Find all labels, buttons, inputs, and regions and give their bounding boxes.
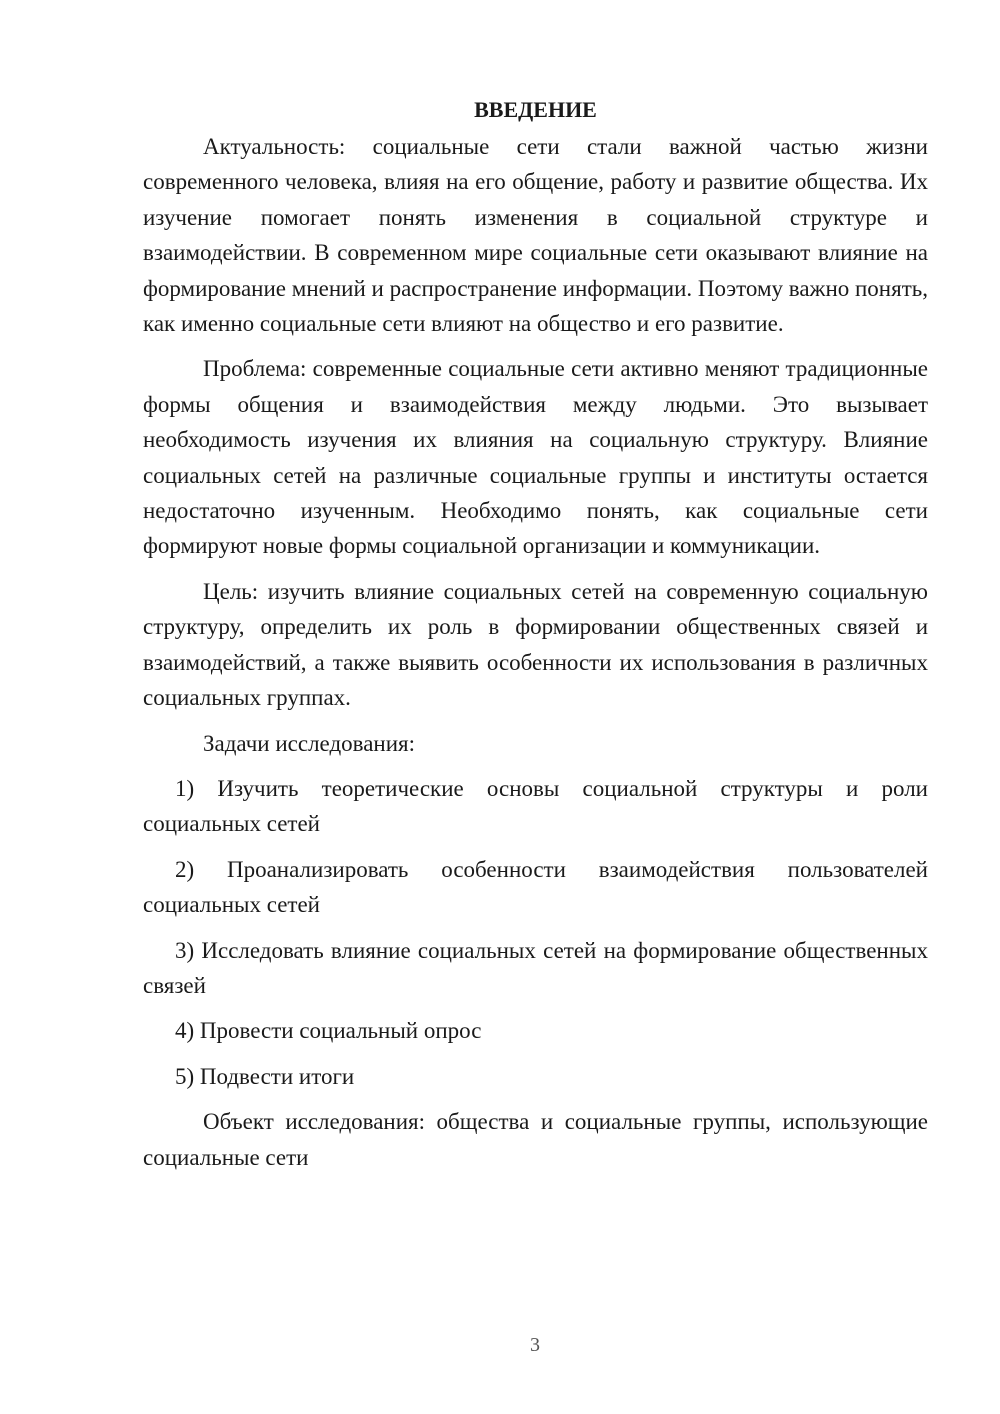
paragraph-goal: Цель: изучить влияние социальных сетей на современную социальную структуру, определить их роль в формировании общественных связей и взаимодействий, а также выявить особенности их использования в различных социальных группах. [143, 578, 928, 711]
paragraph-relevance: Актуальность: социальные сети стали важной частью жизни современного человека, влияя на его общение, работу и развитие общества. Их изучение помогает понять изменения в социальной структуре и взаимодействии. В современном мире социальные сети оказывают влияние на формирование мнений и распространение информации. Поэтому важно понять, как именно социальные сети влияют на общество и его развитие. [143, 134, 928, 337]
tasks-title: Задачи исследования: [203, 730, 416, 756]
task-item: 1) Изучить теоретические основы социальной структуры и роли социальных сетей [143, 775, 928, 837]
task-item: 4) Провести социальный опрос [175, 1018, 482, 1044]
task-item: 3) Исследовать влияние социальных сетей на формирование общественных связей [143, 937, 928, 998]
paragraph-problem: Проблема: современные социальные сети активно меняют традиционные формы общения и взаимодействия между людьми. Это вызывает необходимость изучения их влияния на социальную структуру. Влияние социальных сетей на различные социальные группы и институты остается недостаточно изученным. Необходимо понять, как социальные сети формируют новые формы социальной организации и коммуникации. [143, 356, 928, 559]
page-content [143, 93, 928, 1185]
task-item: 2) Проанализировать особенности взаимодействия пользователей социальных сетей [143, 856, 928, 918]
section-heading: ВВЕДЕНИЕ [474, 97, 597, 122]
task-item: 5) Подвести итоги [175, 1063, 355, 1089]
paragraph-object: Объект исследования: общества и социальные группы, использующие социальные сети [143, 1109, 928, 1170]
page-number: 3 [530, 1334, 540, 1356]
